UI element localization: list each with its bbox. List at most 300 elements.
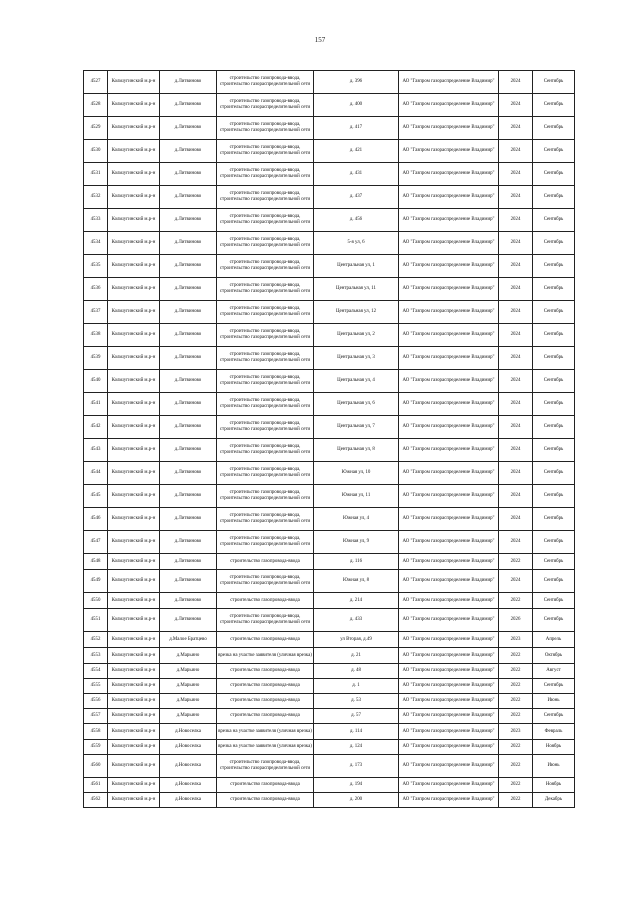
settlement-cell: д.Литвиново [160,324,217,347]
year-cell: 2024 [499,462,533,485]
address-cell: д. 421 [314,140,399,163]
year-cell: 2024 [499,508,533,531]
address-cell: д. 1 [314,679,399,694]
work-type-cell: строительство газопровода-ввода [217,694,314,709]
month-cell: Сентябрь [533,554,575,570]
organization-cell: АО "Газпром газораспределение Владимир" [399,278,499,301]
settlement-cell: д.Литвиново [160,140,217,163]
year-cell: 2024 [499,301,533,324]
work-type-cell: строительство газопровода-ввода, строительство газораспределительной сети [217,301,314,324]
table-row [84,301,575,324]
table-row [84,694,575,709]
table-row [84,255,575,278]
table-row [84,593,575,609]
work-type-cell: строительство газопровода-ввода, строительство газораспределительной сети [217,508,314,531]
month-cell: Сентябрь [533,439,575,462]
month-cell: Сентябрь [533,186,575,209]
organization-cell: АО "Газпром газораспределение Владимир" [399,709,499,724]
year-cell: 2024 [499,186,533,209]
district-cell: Кольчугинский м.р-н [108,393,160,416]
month-cell: Сентябрь [533,531,575,554]
district-cell: Кольчугинский м.р-н [108,632,160,648]
organization-cell: АО "Газпром газораспределение Владимир" [399,740,499,755]
table-row [84,709,575,724]
row-number: 4548 [84,554,108,570]
month-cell: Ноябрь [533,778,575,793]
month-cell: Сентябрь [533,117,575,140]
row-number: 4549 [84,570,108,593]
table-row [84,724,575,740]
district-cell: Кольчугинский м.р-н [108,255,160,278]
work-type-cell: строительство газопровода-ввода, строительство газораспределительной сети [217,462,314,485]
table-row [84,632,575,648]
work-type-cell: строительство газопровода-ввода, строительство газораспределительной сети [217,609,314,632]
month-cell: Сентябрь [533,570,575,593]
row-number: 4559 [84,740,108,755]
organization-cell: АО "Газпром газораспределение Владимир" [399,724,499,740]
settlement-cell: д.Марьино [160,664,217,679]
month-cell: Сентябрь [533,71,575,94]
work-type-cell: строительство газопровода-ввода, строительство газораспределительной сети [217,117,314,140]
organization-cell: АО "Газпром газораспределение Владимир" [399,793,499,808]
row-number: 4544 [84,462,108,485]
month-cell: Сентябрь [533,232,575,255]
organization-cell: АО "Газпром газораспределение Владимир" [399,664,499,679]
address-cell: ул Вторая, д.49 [314,632,399,648]
table-row [84,462,575,485]
row-number: 4552 [84,632,108,648]
month-cell: Сентябрь [533,301,575,324]
district-cell: Кольчугинский м.р-н [108,117,160,140]
row-number: 4532 [84,186,108,209]
work-type-cell: строительство газопровода-ввода, строительство газораспределительной сети [217,416,314,439]
row-number: 4541 [84,393,108,416]
address-cell: д. 116 [314,554,399,570]
row-number: 4527 [84,71,108,94]
settlement-cell: д.Литвиново [160,278,217,301]
row-number: 4554 [84,664,108,679]
month-cell: Сентябрь [533,255,575,278]
district-cell: Кольчугинский м.р-н [108,740,160,755]
month-cell: Сентябрь [533,370,575,393]
address-cell: д. 48 [314,664,399,679]
district-cell: Кольчугинский м.р-н [108,71,160,94]
row-number: 4556 [84,694,108,709]
settlement-cell: д.Литвиново [160,593,217,609]
table-row [84,439,575,462]
organization-cell: АО "Газпром газораспределение Владимир" [399,531,499,554]
table-row [84,664,575,679]
month-cell: Сентябрь [533,508,575,531]
table-body [84,71,575,808]
settlement-cell: д.Литвиново [160,347,217,370]
district-cell: Кольчугинский м.р-н [108,462,160,485]
organization-cell: АО "Газпром газораспределение Владимир" [399,778,499,793]
work-type-cell: строительство газопровода-ввода, строительство газораспределительной сети [217,439,314,462]
settlement-cell: д.Литвиново [160,232,217,255]
month-cell: Сентябрь [533,393,575,416]
address-cell: Центральная ул, 6 [314,393,399,416]
month-cell: Апрель [533,632,575,648]
organization-cell: АО "Газпром газораспределение Владимир" [399,255,499,278]
row-number: 4555 [84,679,108,694]
work-type-cell: строительство газопровода-ввода, строительство газораспределительной сети [217,186,314,209]
address-cell: д. 194 [314,778,399,793]
table-row [84,186,575,209]
row-number: 4543 [84,439,108,462]
row-number: 4531 [84,163,108,186]
table-row [84,679,575,694]
settlement-cell: д.Литвиново [160,117,217,140]
organization-cell: АО "Газпром газораспределение Владимир" [399,324,499,347]
address-cell: Центральная ул, 8 [314,439,399,462]
table-row [84,209,575,232]
district-cell: Кольчугинский м.р-н [108,186,160,209]
year-cell: 2024 [499,439,533,462]
district-cell: Кольчугинский м.р-н [108,347,160,370]
year-cell: 2023 [499,724,533,740]
table-row [84,740,575,755]
organization-cell: АО "Газпром газораспределение Владимир" [399,485,499,508]
settlement-cell: д.Новоселка [160,755,217,778]
settlement-cell: д.Литвиново [160,209,217,232]
month-cell: Сентябрь [533,462,575,485]
year-cell: 2024 [499,209,533,232]
table-row [84,163,575,186]
organization-cell: АО "Газпром газораспределение Владимир" [399,462,499,485]
organization-cell: АО "Газпром газораспределение Владимир" [399,71,499,94]
work-type-cell: строительство газопровода-ввода, строительство газораспределительной сети [217,94,314,117]
row-number: 4530 [84,140,108,163]
table-row [84,609,575,632]
settlement-cell: д.Литвиново [160,186,217,209]
table-row [84,648,575,664]
settlement-cell: д.Литвиново [160,508,217,531]
row-number: 4542 [84,416,108,439]
table-row [84,755,575,778]
month-cell: Сентябрь [533,347,575,370]
organization-cell: АО "Газпром газораспределение Владимир" [399,648,499,664]
address-cell: Центральная ул, 12 [314,301,399,324]
settlement-cell: д.Литвиново [160,71,217,94]
work-type-cell: строительство газопровода-ввода, строительство газораспределительной сети [217,140,314,163]
settlement-cell: д.Литвиново [160,485,217,508]
year-cell: 2024 [499,255,533,278]
row-number: 4560 [84,755,108,778]
address-cell: д. 437 [314,186,399,209]
year-cell: 2024 [499,570,533,593]
month-cell: Октябрь [533,648,575,664]
district-cell: Кольчугинский м.р-н [108,554,160,570]
year-cell: 2024 [499,370,533,393]
address-cell: 5-я ул, 6 [314,232,399,255]
year-cell: 2022 [499,778,533,793]
table-row [84,554,575,570]
row-number: 4534 [84,232,108,255]
year-cell: 2024 [499,324,533,347]
month-cell: Декабрь [533,793,575,808]
settlement-cell: д.Новоселка [160,793,217,808]
work-type-cell: строительство газопровода-ввода [217,554,314,570]
year-cell: 2023 [499,632,533,648]
row-number: 4537 [84,301,108,324]
settlement-cell: д.Литвиново [160,554,217,570]
address-cell: д. 396 [314,71,399,94]
organization-cell: АО "Газпром газораспределение Владимир" [399,140,499,163]
address-cell: Центральная ул, 2 [314,324,399,347]
year-cell: 2024 [499,416,533,439]
address-cell: Южная ул, 4 [314,508,399,531]
settlement-cell: д.Литвиново [160,609,217,632]
address-cell: д. 57 [314,709,399,724]
settlement-cell: д.Литвиново [160,439,217,462]
registry-table [83,70,575,808]
district-cell: Кольчугинский м.р-н [108,232,160,255]
year-cell: 2022 [499,740,533,755]
table-row [84,570,575,593]
district-cell: Кольчугинский м.р-н [108,439,160,462]
year-cell: 2022 [499,679,533,694]
district-cell: Кольчугинский м.р-н [108,694,160,709]
settlement-cell: д.Литвиново [160,416,217,439]
address-cell: д. 200 [314,793,399,808]
year-cell: 2022 [499,664,533,679]
year-cell: 2024 [499,117,533,140]
table-row [84,778,575,793]
year-cell: 2024 [499,163,533,186]
year-cell: 2024 [499,232,533,255]
district-cell: Кольчугинский м.р-н [108,370,160,393]
table-row [84,117,575,140]
district-cell: Кольчугинский м.р-н [108,609,160,632]
year-cell: 2024 [499,140,533,163]
district-cell: Кольчугинский м.р-н [108,593,160,609]
table-row [84,71,575,94]
organization-cell: АО "Газпром газораспределение Владимир" [399,209,499,232]
year-cell: 2022 [499,793,533,808]
table-row [84,324,575,347]
row-number: 4551 [84,609,108,632]
year-cell: 2022 [499,593,533,609]
address-cell: Центральная ул, 3 [314,347,399,370]
table-row [84,393,575,416]
district-cell: Кольчугинский м.р-н [108,778,160,793]
district-cell: Кольчугинский м.р-н [108,648,160,664]
organization-cell: АО "Газпром газораспределение Владимир" [399,593,499,609]
work-type-cell: строительство газопровода-ввода, строительство газораспределительной сети [217,531,314,554]
table-row [84,94,575,117]
work-type-cell: строительство газопровода-ввода, строительство газораспределительной сети [217,370,314,393]
district-cell: Кольчугинский м.р-н [108,301,160,324]
work-type-cell: строительство газопровода-ввода, строительство газораспределительной сети [217,570,314,593]
work-type-cell: строительство газопровода-ввода, строительство газораспределительной сети [217,324,314,347]
settlement-cell: д.Новоселка [160,740,217,755]
row-number: 4550 [84,593,108,609]
row-number: 4562 [84,793,108,808]
address-cell: д. 214 [314,593,399,609]
month-cell: Сентябрь [533,140,575,163]
work-type-cell: строительство газопровода-ввода [217,793,314,808]
settlement-cell: д.Литвиново [160,370,217,393]
settlement-cell: д.Малое Братцево [160,632,217,648]
settlement-cell: д.Литвиново [160,301,217,324]
district-cell: Кольчугинский м.р-н [108,324,160,347]
district-cell: Кольчугинский м.р-н [108,508,160,531]
month-cell: Сентябрь [533,209,575,232]
district-cell: Кольчугинский м.р-н [108,140,160,163]
address-cell: д. 53 [314,694,399,709]
organization-cell: АО "Газпром газораспределение Владимир" [399,508,499,531]
work-type-cell: строительство газопровода-ввода, строительство газораспределительной сети [217,232,314,255]
year-cell: 2024 [499,94,533,117]
row-number: 4529 [84,117,108,140]
organization-cell: АО "Газпром газораспределение Владимир" [399,679,499,694]
district-cell: Кольчугинский м.р-н [108,664,160,679]
work-type-cell: врезка на участке заявителя (уличная врезка) [217,740,314,755]
work-type-cell: строительство газопровода-ввода, строительство газораспределительной сети [217,163,314,186]
work-type-cell: строительство газопровода-ввода, строительство газораспределительной сети [217,755,314,778]
organization-cell: АО "Газпром газораспределение Владимир" [399,570,499,593]
table-row [84,347,575,370]
district-cell: Кольчугинский м.р-н [108,709,160,724]
address-cell: д. 114 [314,724,399,740]
address-cell: Центральная ул, 7 [314,416,399,439]
district-cell: Кольчугинский м.р-н [108,679,160,694]
year-cell: 2024 [499,531,533,554]
address-cell: Южная ул, 10 [314,462,399,485]
table-row [84,508,575,531]
organization-cell: АО "Газпром газораспределение Владимир" [399,694,499,709]
organization-cell: АО "Газпром газораспределение Владимир" [399,632,499,648]
organization-cell: АО "Газпром газораспределение Владимир" [399,117,499,140]
row-number: 4539 [84,347,108,370]
month-cell: Сентябрь [533,485,575,508]
month-cell: Сентябрь [533,593,575,609]
month-cell: Сентябрь [533,679,575,694]
month-cell: Сентябрь [533,278,575,301]
settlement-cell: д.Новоселка [160,778,217,793]
work-type-cell: строительство газопровода-ввода, строительство газораспределительной сети [217,255,314,278]
district-cell: Кольчугинский м.р-н [108,724,160,740]
organization-cell: АО "Газпром газораспределение Владимир" [399,301,499,324]
work-type-cell: строительство газопровода-ввода, строительство газораспределительной сети [217,485,314,508]
row-number: 4536 [84,278,108,301]
district-cell: Кольчугинский м.р-н [108,755,160,778]
organization-cell: АО "Газпром газораспределение Владимир" [399,755,499,778]
year-cell: 2022 [499,554,533,570]
address-cell: Центральная ул, 1 [314,255,399,278]
district-cell: Кольчугинский м.р-н [108,416,160,439]
row-number: 4533 [84,209,108,232]
work-type-cell: строительство газопровода-ввода, строительство газораспределительной сети [217,278,314,301]
work-type-cell: строительство газопровода-ввода [217,593,314,609]
work-type-cell: врезка на участке заявителя (уличная врезка) [217,648,314,664]
address-cell: д. 417 [314,117,399,140]
district-cell: Кольчугинский м.р-н [108,278,160,301]
district-cell: Кольчугинский м.р-н [108,163,160,186]
organization-cell: АО "Газпром газораспределение Владимир" [399,370,499,393]
organization-cell: АО "Газпром газораспределение Владимир" [399,609,499,632]
work-type-cell: строительство газопровода-ввода, строительство газораспределительной сети [217,71,314,94]
address-cell: д. 433 [314,609,399,632]
address-cell: д. 431 [314,163,399,186]
row-number: 4538 [84,324,108,347]
table-row [84,531,575,554]
settlement-cell: д.Литвиново [160,570,217,593]
address-cell: д. 400 [314,94,399,117]
year-cell: 2024 [499,71,533,94]
year-cell: 2024 [499,347,533,370]
year-cell: 2022 [499,648,533,664]
organization-cell: АО "Газпром газораспределение Владимир" [399,439,499,462]
settlement-cell: д.Новоселка [160,724,217,740]
address-cell: д. 173 [314,755,399,778]
table-row [84,370,575,393]
district-cell: Кольчугинский м.р-н [108,209,160,232]
month-cell: Сентябрь [533,709,575,724]
work-type-cell: строительство газопровода-ввода [217,679,314,694]
district-cell: Кольчугинский м.р-н [108,485,160,508]
year-cell: 2022 [499,755,533,778]
month-cell: Июнь [533,755,575,778]
year-cell: 2024 [499,393,533,416]
work-type-cell: строительство газопровода-ввода, строительство газораспределительной сети [217,347,314,370]
address-cell: Южная ул, 9 [314,531,399,554]
settlement-cell: д.Марьино [160,694,217,709]
district-cell: Кольчугинский м.р-н [108,531,160,554]
district-cell: Кольчугинский м.р-н [108,793,160,808]
row-number: 4540 [84,370,108,393]
month-cell: Сентябрь [533,94,575,117]
organization-cell: АО "Газпром газораспределение Владимир" [399,94,499,117]
year-cell: 2026 [499,609,533,632]
address-cell: д. 21 [314,648,399,664]
organization-cell: АО "Газпром газораспределение Владимир" [399,554,499,570]
year-cell: 2022 [499,709,533,724]
organization-cell: АО "Газпром газораспределение Владимир" [399,186,499,209]
settlement-cell: д.Марьино [160,648,217,664]
address-cell: Центральная ул, 11 [314,278,399,301]
work-type-cell: строительство газопровода-ввода [217,664,314,679]
work-type-cell: врезка на участке заявителя (уличная врезка) [217,724,314,740]
settlement-cell: д.Литвиново [160,163,217,186]
settlement-cell: д.Литвиново [160,393,217,416]
organization-cell: АО "Газпром газораспределение Владимир" [399,393,499,416]
work-type-cell: строительство газопровода-ввода, строительство газораспределительной сети [217,393,314,416]
row-number: 4558 [84,724,108,740]
organization-cell: АО "Газпром газораспределение Владимир" [399,232,499,255]
settlement-cell: д.Литвиново [160,462,217,485]
page-number: 157 [314,36,326,44]
table-row [84,278,575,301]
work-type-cell: строительство газопровода-ввода [217,778,314,793]
district-cell: Кольчугинский м.р-н [108,570,160,593]
organization-cell: АО "Газпром газораспределение Владимир" [399,163,499,186]
month-cell: Ноябрь [533,740,575,755]
settlement-cell: д.Марьино [160,709,217,724]
table-row [84,232,575,255]
organization-cell: АО "Газпром газораспределение Владимир" [399,347,499,370]
settlement-cell: д.Марьино [160,679,217,694]
table-row [84,416,575,439]
month-cell: Февраль [533,724,575,740]
month-cell: Сентябрь [533,416,575,439]
address-cell: д. 124 [314,740,399,755]
work-type-cell: строительство газопровода-ввода, строительство газораспределительной сети [217,209,314,232]
row-number: 4557 [84,709,108,724]
settlement-cell: д.Литвиново [160,255,217,278]
table-row [84,793,575,808]
